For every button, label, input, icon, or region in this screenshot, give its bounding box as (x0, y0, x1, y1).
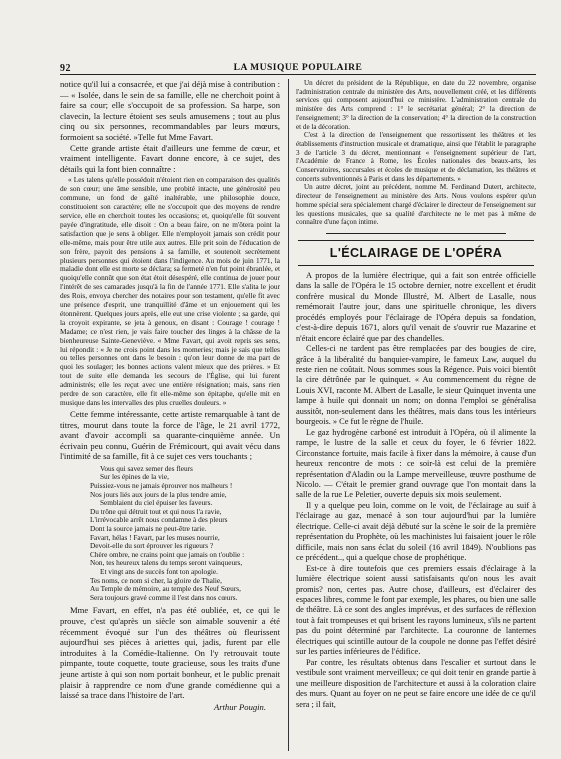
verse-line: Dont la source jamais ne peut-être tarie. (90, 524, 207, 534)
article-headline: L'ÉCLAIRAGE DE L'OPÉRA (329, 245, 503, 260)
verse-line: Sera toujours gravé comme il l'est dans nos cœurs. (90, 592, 238, 602)
paragraph-lighting-intro: A propos de la lumière électrique, qui a fait son entrée officielle dans la salle de l'Opéra le 15 octobre dernier, notre excellent et érudit confrère musical du Monde Illustré, M. Albert de Lasalle, nous remémorait l'autre jour, dans une spirituelle chronique, les divers procédés employés pour l'éclairage de l'Opéra depuis sa fondation, c'est-à-dire depuis 1671, alors qu'il venait de s'ouvrir rue Mazarine et n'était encore éclairé que par des chandelles. (296, 270, 536, 343)
verse-line: Chère ombre, ne crains point que jamais on t'oublie : (90, 549, 245, 559)
right-column (296, 79, 536, 710)
paragraph-favart-remembered: Mme Favart, en effet, n'a pas été oubliée, et, ce qui le prouve, c'est qu'après un siècle son aimable souvenir a été récemment évoqué sur l'un des théâtres où fleurissent aujourd'hui ses pièces à ariettes qui, jadis, furent par elle introduites à la Comédie-Italienne. On l'y retrouvait toute pimpante, toute coquette, toute gracieuse, sous les traits d'une jeune artiste à qui son nom portait bonheur, et le public prenait plaisir à rapprendre ce nom d'une grande comédienne qui a laissé sa trace dans l'histoire de l'art. (60, 605, 280, 701)
paragraph-gas: Le gaz hydrogène carboné est introduit à l'Opéra, où il alimente la rampe, le lustre de la salle et ceux du foyer, le 6 février 1822. Circonstance fortuite, mais facile à fixer dans la mémoire, à cause d'un heureux rencontre de mots : ce soir-là est celui de la première représentation d'Aladin ou la Lampe merveilleuse, œuvre posthume de Nicolo. — C'était le premier grand ouvrage que l'on montait dans la salle de la rue Le Peletier, ouverte depuis six mois seulement. (296, 427, 536, 500)
paragraph-electric-results: Est-ce à dire toutefois que ces premiers essais d'éclairage à la lumière électrique soient aussi satisfaisants qu'on nous les avait promis? non, certes pas. Autre chose, d'ailleurs, est d'éclairer des espaces libres, comme le font par exemple, les phares, ou bien une salle de théâtre. Là ce sont des angles imprévus, et des surfaces de réflexion tout à fait trompeuses et qui brisent les rayons lumineux, s'ils ne partent pas du point déterminé par l'architecte. La couronne de lanternes électriques qui scintille autour de la coupole ne donne pas l'effet désiré sur les parties inférieures de l'édifice. (296, 563, 536, 657)
running-title: LA MUSIQUE POPULAIRE (233, 63, 363, 73)
page-number: 92 (60, 63, 71, 74)
column-divider (288, 79, 289, 751)
verse-line: Vous qui savez semer des fleurs (100, 463, 193, 473)
verse-line: Au Temple de mémoire, au temple des Neuf Sœurs, (90, 584, 241, 594)
verse-line: Du trône qui détruit tout et qui nous l'a ravie, (90, 506, 222, 516)
left-column (60, 79, 280, 712)
verse-line: Et vingt ans de succès font ton apologie. (100, 567, 218, 576)
paragraph-decree: Un décret du président de la République, en date du 22 novembre, organise l'administration centrale du ministère des Arts, nouvellement créé, et les différents services qui composent aujourd'hui ce ministère. L'administration centrale du ministère des Arts comprend : 1° le secrétariat général; 2° la direction de l'enseignement; 3° la direction de la conservation; 4° la direction de la construction et de la décoration. (296, 79, 536, 131)
verse-line: L'irrévocable arrêt nous condamne à des pleurs (90, 515, 228, 525)
quotation-favart: « Les talens qu'elle possédoit n'étoient rien en comparaison des qualités de son cœur; une âme sensible, une probité intacte, une générosité peu commune, un fond de gaîté inaltérable, une philosophie douce, constituoient son caractère; elle ne s'occupoit que des moyens de rendre service, elle en cherchoit toutes les occasions; et, quoiqu'elle fût souvent payée d'ingratitude, elle disoit : On a beau faire, on ne m'ôtera point la satisfaction que je sens à obliger. Elle n'employoit jamais son crédit pour elle-même, mais pour être utile aux autres. Elle prit soin de l'éducation de son frère, payoit des pensions à sa famille, et soutenoit secrètement plusieurs personnes qui étoient dans l'indigence. Au mois de juin 1771, la maladie dont elle est morte se déclara; sa fermeté n'en fut point ébranlée, et quoiqu'elle connût que son état étoit désespéré, elle continua de jouer pour l'intérêt de ses camarades jusqu'à la fin de l'année 1771. Elle s'alita le jour des Rois, envoya chercher des notaires pour son testament, qu'elle fit avec une présence d'esprit, une tranquillité d'âme et un enjouement qui les étonnèrent. Quelques jours après, elle eut une crise violente ; sa garde, qui la croyoit expirante, se jeta à genoux, en disant : Courage ! courage ! Madame; ce n'est rien, je vais faire toucher des linges à la châsse de la bienheureuse Sainte-Geneviève. « Mme Favart, qui avoit repris ses sens, lui répondit : « Je ne crois point dans les momeries; mais je sais que telles ou telles personnes ont dans le besoin : qu'on leur donne de ma part de quoi les soulager; les bonnes actions valent mieux que des prières. » Et tout de suite elle demanda les secours de l'Église, qui lui furent administrés; elle les reçut avec une entière résignation; mais, sans rien perdre de son caractère, elle fit elle-même son épitaphe, qu'elle mit en musique dans les intervalles des plus cruelles douleurs. » (60, 175, 280, 407)
article-headline-box (298, 240, 534, 266)
paragraph-electric-debut: Il y a quelque peu loin, comme on le voit, de l'éclairage au suif à l'éclairage au gaz, menacé à son tour aujourd'hui par la lumière électrique. Celle-ci avait déjà débuté sur la scène le soir de la première représentation du Prophète, où les machinistes lui faisaient jouer le rôle difficile, mais non sans éclat du soleil (16 avril 1849). N'oublions pas ce précédent.., qui a quelque chose de prophétique. (296, 500, 536, 563)
verse-block (90, 465, 280, 603)
section-rule (326, 233, 506, 234)
verse-line: Nos jours liés aux jours de la plus tendre amie, (90, 489, 227, 499)
paragraph-candles-oil: Celles-ci ne tardent pas être remplacées par des bougies de cire, grâce à la libéralité du banquier-vampire, le fameux Law, auquel du reste rien ne coûtait. Nous sommes sous la Régence. Puis voici bientôt la cire détrônée par le quinquet. « Au commencement du règne de Louis XVI, raconte M. Albert de Lasalle, le sieur Quinquet inventa une lampe à huile qui donnait un nom; on donna l'emploi se généralisa aussitôt, non-seulement dans les théâtres, mais dans tous les intérieurs bourgeois. » Ce fut le règne de l'huile. (296, 344, 536, 427)
paragraph-staircase-foyer: Par contre, les résultats obtenus dans l'escalier et surtout dans le vestibule sont vraiment merveilleux; ce qui doit tenir en grande partie à une meilleure disposition de l'architecture et aussi à la coloration claire des murs. Quant au foyer on ne peut se faire encore une idée de ce qu'il sera ; il fait, (296, 657, 536, 709)
verse-line: Semblaient du ciel épuiser les faveurs. (100, 498, 213, 508)
verse-line: Sur les épines de la vie, (100, 472, 169, 482)
verse-line: Puissiez-vous ne jamais éprouver nos malheurs ! (90, 481, 233, 491)
author-signature: Arthur Pougin. (213, 701, 266, 712)
verse-line: Tes noms, ce nom si cher, la gloire de Thalie, (90, 575, 222, 585)
page-header (60, 58, 536, 75)
paragraph-favart-heart: Cette grande artiste était d'ailleurs une femme de cœur, et vraiment intelligente. Favart donne encore, à ce sujet, des détails qui la font bien connaître : (60, 142, 280, 174)
verse-line: Non, tes heureux talens du temps seront vainqueurs, (90, 558, 243, 568)
paragraph-direction: C'est à la direction de l'enseignement que ressortissent les théâtres et les établissements d'instruction musicale et dramatique, ainsi que l'établit le paragraphe 3 de l'article 3 du décret, mentionnant « l'enseignement supérieur de l'art, l'Académie de France à Rome, les Écoles nationales des beaux-arts, les Conservatoires, succursales et écoles de musique et de déclamation, les théâtres et concerts subventionnés à Paris et dans les départements. » (296, 131, 536, 183)
paragraph-dutert: Un autre décret, joint au précédent, nomme M. Ferdinand Dutert, architecte, directeur de l'enseignement au ministère des Arts. Nous voulons espérer qu'un homme spécial sera spécialement chargé d'éclairer le directeur de l'enseignement sur les questions musicales, que sa qualité d'architecte ne le met pas à même de connaître d'une façon intime. (296, 183, 536, 227)
paragraph-favart-notice: notice qu'il lui a consacrée, et que j'ai déjà mise à contribution : — « Isolée, dans le sein de sa famille, elle ne cherchoit point à faire sa cour; elle s'occupoit de sa profession. Sa harpe, son clavecin, la lecture étoient ses seuls amusemens ; tout au plus cinq ou six personnes, recommandables par leurs mœurs, formoient sa société. »Telle fut Mme Favart. (60, 79, 280, 142)
verse-line: Favart, hélas ! Favart, par les muses nourrie, (90, 532, 220, 542)
verse-line: Devoit-elle du sort éprouver les rigueurs ? (90, 541, 214, 551)
paragraph-favart-death: Cette femme intéressante, cette artiste remarquable à tant de titres, mourut dans toute la force de l'âge, le 21 avril 1772, avant d'avoir accompli sa quarante-cinquième année. Un écrivain peu connu, Guérin de Frémicourt, qui avait vécu dans l'intimité de sa famille, fit à ce sujet ces vers touchants ; (60, 408, 280, 462)
